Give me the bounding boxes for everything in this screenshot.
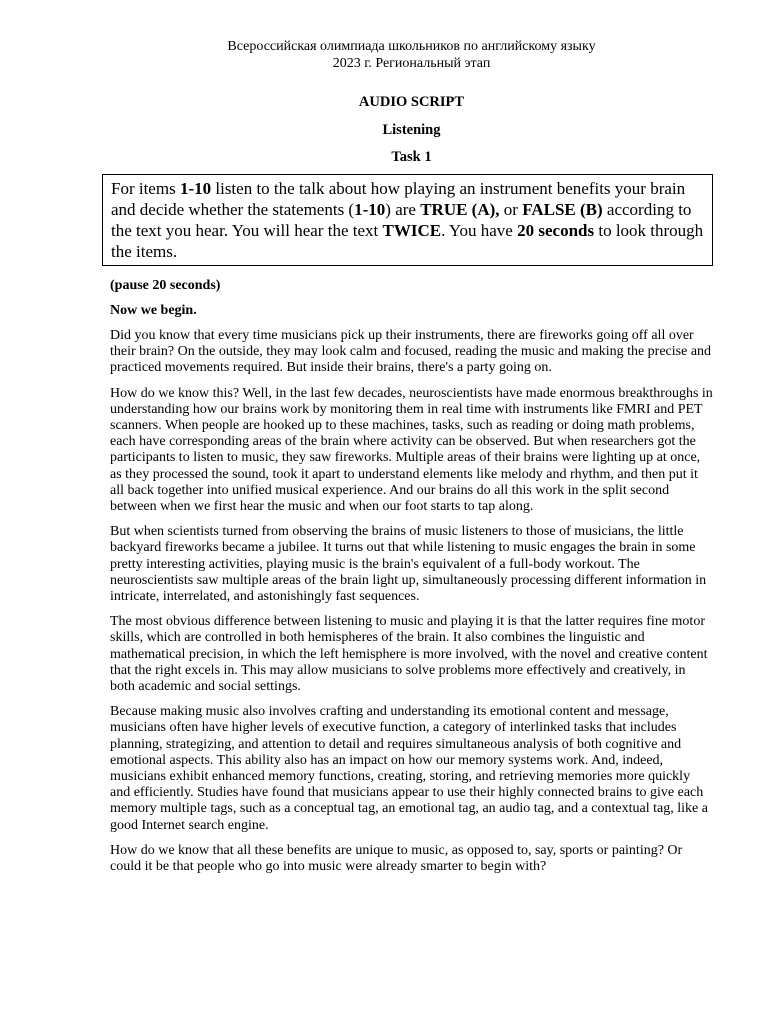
- script-paragraph: Did you know that every time musicians pick up their instruments, there are fireworks going off all over their brain? On the outside, they may look calm and focused, reading the music and making the precise and practiced movements required. But inside their brains, there's a party going on.: [110, 328, 712, 376]
- begin-instruction: Now we begin.: [110, 303, 197, 318]
- audio-script-title: AUDIO SCRIPT: [358, 94, 465, 110]
- script-paragraph: The most obvious difference between listening to music and playing it is that the latter requires fine motor skills, which are controlled in both hemispheres of the brain. It also combines the linguistic and mathematical precision, in which the left hemisphere is more involved, with the novel and creative content that the right excels in. This may allow musicians to solve problems more effectively and creatively, in both academic and social settings.: [110, 614, 708, 695]
- task-text: to look through the items.: [111, 221, 704, 261]
- script-paragraph: How do we know this? Well, in the last few decades, neuroscientists have made enormous breakthroughs in understanding how our brains work by monitoring them in real time with instruments like FMRI and PET scanners. When people are hooked up to these machines, tasks, such as reading or doing math problems, each have corresponding areas of the brain where activity can be observed. But when researchers got the participants to listen to music, they saw fireworks. Multiple areas of their brains were lighting up at once, as they processed the sound, took it apart to understand elements like melody and rhythm, and then put it all back together into unified musical experience. And our brains do all this work in the split second between when we first hear the music and when our foot starts to tap along.: [110, 385, 713, 515]
- task-bold: 20 seconds: [517, 221, 595, 240]
- olympiad-title: Всероссийская олимпиада школьников по английскому языку: [227, 39, 596, 54]
- task-text: ) are: [385, 200, 421, 219]
- olympiad-stage: 2023 г. Региональный этап: [332, 56, 491, 71]
- task-bold: TWICE: [382, 221, 442, 240]
- task-bold: TRUE (A),: [420, 200, 500, 219]
- task-text: . You have: [441, 221, 518, 240]
- task-bold: 1-10: [354, 200, 386, 219]
- document-page: [110, 38, 713, 875]
- script-paragraph: But when scientists turned from observing the brains of music listeners to those of musicians, the little backyard fireworks became a jubilee. It turns out that while listening to music engages the brain in some pretty interesting activities, playing music is the brain's equivalent of a full-body workout. The neuroscientists saw multiple areas of the brain light up, simultaneously processing different information in intricate, interrelated, and astonishingly fast sequences.: [110, 524, 707, 605]
- script-paragraph: How do we know that all these benefits are unique to music, as opposed to, say, sports or painting? Or could it be that people who go into music were already smarter to begin with?: [110, 842, 683, 875]
- task-title: Task 1: [391, 149, 432, 165]
- listening-title: Listening: [382, 122, 441, 138]
- task-text: according to the text you hear. You will hear the text: [111, 200, 692, 240]
- task-text: listen to the talk about how playing an instrument benefits your brain and decide whether the statements (: [111, 179, 686, 219]
- pause-instruction: (pause 20 seconds): [110, 278, 221, 293]
- task-bold: FALSE (B): [522, 200, 603, 219]
- task-text: For items: [111, 179, 180, 198]
- script-paragraph: Because making music also involves crafting and understanding its emotional content and message, musicians often have higher levels of executive function, a category of interlinked tasks that includes planning, strategizing, and attention to detail and requires simultaneous analysis of both cognitive and emotional aspects. This ability also has an impact on how our memory systems work. And, indeed, musicians exhibit enhanced memory functions, creating, storing, and retrieving memories more quickly and efficiently. Studies have found that musicians appear to use their highly connected brains to give each memory multiple tags, such as a conceptual tag, an emotional tag, an audio tag, and a contextual tag, like a good Internet search engine.: [110, 704, 708, 833]
- task-bold: 1-10: [179, 179, 212, 198]
- task-instructions-box: [102, 174, 713, 266]
- task-text: or: [499, 200, 523, 219]
